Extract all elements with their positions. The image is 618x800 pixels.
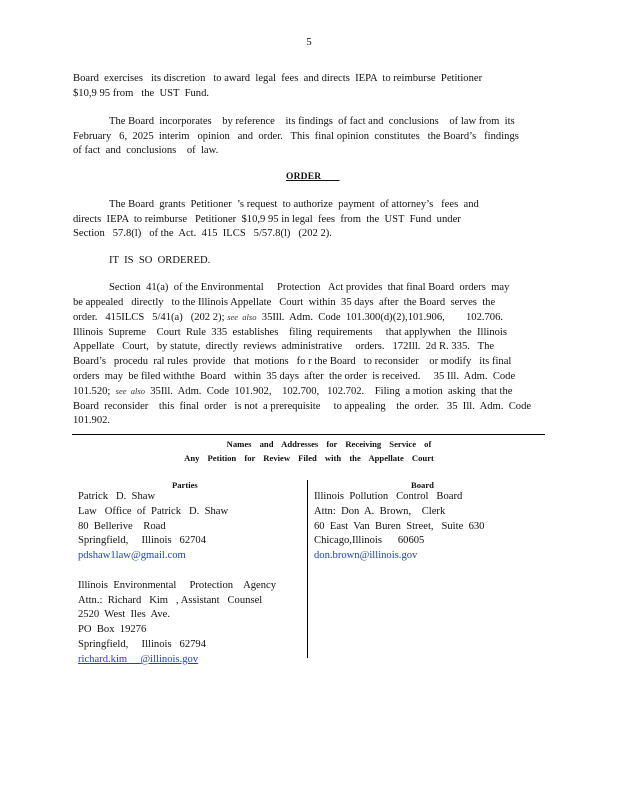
text-line: Board’s procedu ral rules provide that motions fo r the Board to reconsider or modify its final	[73, 355, 512, 367]
board-line: Illinois Pollution Control Board	[314, 491, 463, 502]
agency-line: Attn.: Richard Kim , Assistant Counsel	[78, 594, 263, 606]
service-list-heading-line2: Any Petition for Review Filed with the Appellate Court	[184, 453, 434, 463]
service-list-divider	[72, 434, 545, 435]
parties-title: Parties	[172, 480, 198, 490]
paragraph-so-ordered	[73, 254, 531, 269]
text-line: Appellate Court, by statute, directly reviews administrative orders. 172Ill. 2d R. 335. The	[73, 341, 495, 353]
text-line	[73, 384, 531, 400]
paragraph-fees	[73, 72, 531, 101]
board-title: Board	[411, 480, 434, 490]
agency-line: PO Box 19276	[78, 624, 147, 636]
service-list-heading-line1: Names and Addresses for Receiving Service of	[226, 439, 432, 449]
board-email-link[interactable]: don.brown@illinois.gov	[314, 550, 418, 562]
board-line: Chicago,Illinois 60605	[314, 535, 425, 547]
board-column	[314, 490, 544, 564]
text-line: February 6, 2025 interim opinion and order. This final opinion constitutes the Board’s findings	[73, 130, 519, 142]
text-line: Section 41(a) of the Environmental Protection Act provides that final Board orders may	[109, 282, 510, 293]
board-line: 60 East Van Buren Street, Suite 630	[314, 520, 485, 532]
agency-line: 2520 West Iles Ave.	[78, 609, 171, 621]
board-line: Attn: Don A. Brown, Clerk	[314, 505, 446, 517]
paragraph-appeal-rights	[73, 281, 531, 429]
text-line: be appealed directly to the Illinois Appellate Court within 35 days after the Board serves the	[73, 296, 496, 308]
text-line: The Board grants Petitioner ’s request to authorize payment of attorney’s fees and	[109, 199, 479, 210]
text-line: 101.902.	[73, 415, 111, 427]
text-line: orders may be filed withthe Board within 35 days after the order is received. 35 Ill. Adm. Code	[73, 370, 516, 382]
parties-line: Springfield, Illinois 62704	[78, 535, 207, 547]
order-heading: ORDER	[286, 172, 322, 182]
petitioner-email-link[interactable]: pdshaw1law@gmail.com	[78, 550, 186, 562]
text-line: Board reconsider this final order is not a prerequisite to appealing the order. 35 Ill. Adm. Code	[73, 400, 532, 412]
text-line: Board exercises its discretion to award legal fees and directs IEPA to reimburse Petitioner	[73, 73, 483, 84]
text-line: directs IEPA to reimburse Petitioner $10,9 95 in legal fees from the UST Fund under	[73, 213, 461, 225]
agency-email-link[interactable]: richard.kim @illinois.gov	[78, 653, 199, 665]
parties-line: 80 Bellerive Road	[78, 520, 166, 532]
agency-line: Springfield, Illinois 62794	[78, 638, 207, 650]
paragraph-order-grant	[73, 198, 531, 242]
text-line: IT IS SO ORDERED.	[109, 255, 211, 266]
text-segment: 35Ill. Adm. Code 101.300(d)(2),101.906, 102.706.	[256, 312, 504, 324]
parties-line: Patrick D. Shaw	[78, 491, 156, 502]
see-also-signal: see also	[227, 312, 257, 323]
page-number: 5	[306, 36, 312, 48]
text-line: $10,9 95 from the UST Fund.	[73, 87, 210, 99]
paragraph-findings	[73, 115, 531, 159]
text-segment: 101.520;	[73, 386, 116, 398]
spacer	[78, 564, 304, 579]
text-line	[73, 310, 531, 326]
parties-column	[78, 490, 304, 668]
text-line: Illinois Supreme Court Rule 335 establishes filing requirements that applywhen the Illinois	[73, 326, 507, 338]
text-line: Section 57.8(l) of the Act. 415 ILCS 5/57.8(l) (202 2).	[73, 228, 332, 240]
text-segment: 35Ill. Adm. Code 101.902, 102.700, 102.702. Filing a motion asking that the	[144, 386, 513, 398]
text-line: of fact and conclusions of law.	[73, 145, 219, 157]
parties-line: Law Office of Patrick D. Shaw	[78, 505, 229, 517]
text-line: The Board incorporates by reference its findings of fact and conclusions of law from its	[109, 116, 515, 127]
agency-line: Illinois Environmental Protection Agency	[78, 579, 277, 591]
see-also-signal: see also	[115, 386, 145, 397]
column-divider	[307, 480, 308, 658]
text-segment: order. 415ILCS 5/41(a) (202 2);	[73, 312, 228, 324]
